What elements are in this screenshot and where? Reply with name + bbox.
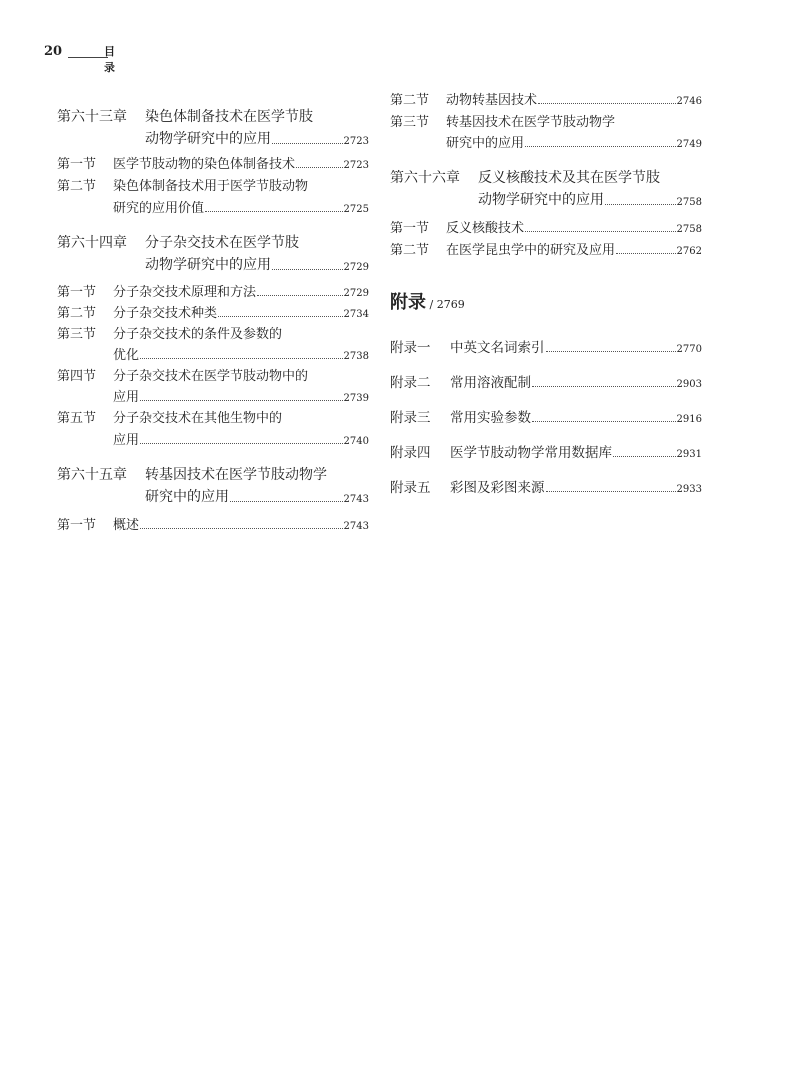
dot-leader (140, 358, 343, 359)
section-title-line1: 染色体制备技术用于医学节肢动物 (113, 179, 309, 194)
appendix-item-title: 医学节肢动物学常用数据库 (450, 445, 612, 461)
chapter-title-line1: 染色体制备技术在医学节肢 (145, 109, 313, 125)
chapter-number: 第六十四章 (57, 235, 127, 251)
appendix-number: 附录四 (390, 445, 431, 461)
page-ref: 2729 (343, 262, 369, 273)
appendix-number: 附录一 (390, 340, 431, 356)
dot-leader (230, 501, 343, 502)
page-ref: 2738 (343, 351, 369, 362)
section-title-line1: 分子杂交技术在其他生物中的 (113, 411, 283, 426)
running-title: 目录 (104, 45, 115, 74)
chapter-number: 第六十三章 (57, 109, 127, 125)
section-number: 第二节 (390, 93, 430, 108)
chapter-title-line2: 动物学研究中的应用 (478, 192, 604, 208)
appendix-title: 附录 (390, 292, 426, 313)
page-ref: 2933 (676, 484, 702, 495)
section-number: 第三节 (57, 327, 97, 342)
chapter-title-line2: 研究中的应用 (145, 489, 229, 505)
section-number: 第五节 (57, 411, 97, 426)
dot-leader (296, 167, 343, 168)
section-title: 概述 (113, 518, 140, 533)
page-ref: 2739 (343, 393, 369, 404)
section-title-line2: 研究的应用价值 (113, 201, 205, 216)
appendix-item-title: 彩图及彩图来源 (450, 480, 545, 496)
page-ref: 2743 (343, 521, 369, 532)
dot-leader (532, 421, 676, 422)
chapter-number: 第六十六章 (390, 170, 460, 186)
page-ref: 2734 (343, 309, 369, 320)
appendix-number: 附录五 (390, 480, 431, 496)
section-title: 分子杂交技术原理和方法 (113, 285, 257, 300)
dot-leader (140, 443, 343, 444)
dot-leader (140, 528, 343, 529)
page-ref: 2746 (676, 96, 702, 107)
page-ref: 2740 (343, 436, 369, 447)
chapter-title-line2: 动物学研究中的应用 (145, 257, 271, 273)
dot-leader (525, 146, 676, 147)
page-ref: 2749 (676, 139, 702, 150)
section-title-line2: 研究中的应用 (446, 136, 525, 151)
section-title-line1: 转基因技术在医学节肢动物学 (446, 115, 616, 130)
dot-leader (538, 103, 676, 104)
section-title: 在医学昆虫学中的研究及应用 (446, 243, 616, 258)
chapter-number: 第六十五章 (57, 467, 127, 483)
section-number: 第三节 (390, 115, 430, 130)
dot-leader (546, 351, 676, 352)
section-number: 第一节 (57, 157, 97, 172)
dot-leader (272, 269, 343, 270)
section-title-line1: 分子杂交技术的条件及参数的 (113, 327, 283, 342)
section-title-line2: 应用 (113, 390, 140, 405)
chapter-title-line2: 动物学研究中的应用 (145, 131, 271, 147)
appendix-item-title: 中英文名词索引 (450, 340, 545, 356)
page-number: 20 (44, 44, 63, 59)
page-ref: 2762 (676, 246, 702, 257)
page-ref: 2725 (343, 204, 369, 215)
appendix-heading[interactable] (390, 288, 465, 312)
page-ref: 2743 (343, 494, 369, 505)
section-title-line1: 分子杂交技术在医学节肢动物中的 (113, 369, 309, 384)
dot-leader (616, 253, 676, 254)
dot-leader (605, 204, 676, 205)
dot-leader (525, 231, 676, 232)
section-title: 反义核酸技术 (446, 221, 525, 236)
dot-leader (546, 491, 676, 492)
appendix-page: 2769 (436, 298, 465, 311)
dot-leader (205, 211, 343, 212)
dot-leader (257, 295, 343, 296)
section-title-line2: 优化 (113, 348, 140, 363)
page-ref: 2723 (343, 136, 369, 147)
section-title: 动物转基因技术 (446, 93, 538, 108)
section-title: 分子杂交技术种类 (113, 306, 218, 321)
chapter-title-line1: 转基因技术在医学节肢动物学 (145, 467, 327, 483)
section-number: 第一节 (57, 518, 97, 533)
chapter-title-line1: 反义核酸技术及其在医学节肢 (478, 170, 660, 186)
page-ref: 2723 (343, 160, 369, 171)
section-number: 第一节 (57, 285, 97, 300)
section-number: 第一节 (390, 221, 430, 236)
page-ref: 2729 (343, 288, 369, 299)
appendix-number: 附录二 (390, 375, 431, 391)
dot-leader (532, 386, 676, 387)
chapter-title-line1: 分子杂交技术在医学节肢 (145, 235, 299, 251)
page-ref: 2903 (676, 379, 702, 390)
dot-leader (218, 316, 343, 317)
page-ref: 2758 (676, 197, 702, 208)
page-ref: 2916 (676, 414, 702, 425)
page-ref: 2770 (676, 344, 702, 355)
section-title: 医学节肢动物的染色体制备技术 (113, 157, 296, 172)
section-number: 第二节 (57, 306, 97, 321)
dot-leader (613, 456, 676, 457)
section-number: 第二节 (390, 243, 430, 258)
section-number: 第二节 (57, 179, 97, 194)
page-ref: 2758 (676, 224, 702, 235)
section-title-line2: 应用 (113, 433, 140, 448)
header-rule (68, 57, 108, 58)
appendix-item-title: 常用溶液配制 (450, 375, 531, 391)
page-ref: 2931 (676, 449, 702, 460)
appendix-item-title: 常用实验参数 (450, 410, 531, 426)
appendix-number: 附录三 (390, 410, 431, 426)
section-number: 第四节 (57, 369, 97, 384)
dot-leader (140, 400, 343, 401)
appendix-separator: / (426, 298, 437, 311)
dot-leader (272, 143, 343, 144)
